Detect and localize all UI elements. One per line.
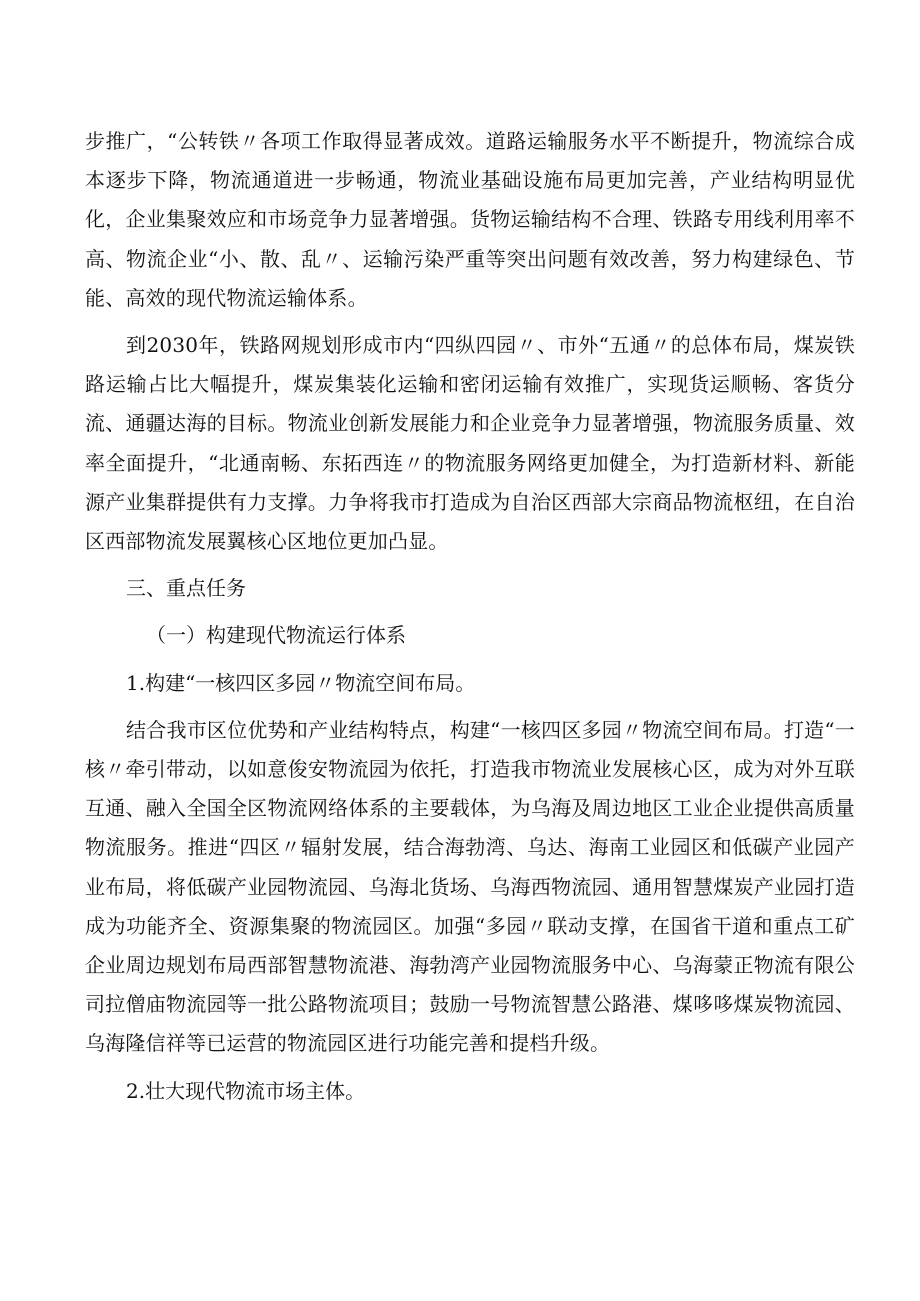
paragraph-gap	[85, 318, 855, 326]
paragraph-gap	[85, 608, 855, 616]
numbered-item-2: 2.壮大现代物流市场主体。	[126, 1078, 366, 1103]
paragraph-gap	[85, 703, 855, 711]
document-body	[85, 122, 855, 1111]
section-heading-key-tasks: 三、重点任务	[126, 576, 246, 601]
numbered-item-1: 1.构建“一核四区多园〃物流空间布局。	[126, 670, 476, 695]
paragraph-gap	[85, 561, 855, 569]
paragraph-gap	[85, 1064, 855, 1072]
paragraph-2030-goals: 到2030年，铁路网规划形成市内“四纵四园〃、市外“五通〃的总体布局，煤炭铁路运输占比大幅提升，煤炭集装化运输和密闭运输有效推广，实现货运顺畅、客货分流、通疆达海的目标。物流业创新发展能力和企业竞争力显著增强，物流服务质量、效率全面提升，“北通南畅、东拓西连〃的物流服务网络更加健全，为打造新材料、新能源产业集群提供有力支撑。力争将我市打造成为自治区西部大宗商品物流枢纽，在自治区西部物流发展翼核心区地位更加凸显。	[85, 333, 855, 554]
paragraph-gap	[85, 656, 855, 664]
paragraph-spatial-layout: 结合我市区位优势和产业结构特点，构建“一核四区多园〃物流空间布局。打造“一核〃牵引带动，以如意俊安物流园为依托，打造我市物流业发展核心区，成为对外互联互通、融入全国全区物流网络体系的主要载体，为乌海及周边地区工业企业提供高质量物流服务。推进“四区〃辐射发展，结合海勃湾、乌达、海南工业园区和低碳产业园产业布局，将低碳产业园物流园、乌海北货场、乌海西物流园、通用智慧煤炭产业园打造成为功能齐全、资源集聚的物流园区。加强“多园〃联动支撑，在国省干道和重点工矿企业周边规划布局西部智慧物流港、海勃湾产业园物流服务中心、乌海蒙正物流有限公司拉僧庙物流园等一批公路物流项目；鼓励一号物流智慧公路港、煤哆哆煤炭物流园、乌海隆信祥等已运营的物流园区进行功能完善和提档升级。	[85, 717, 855, 1056]
subsection-heading-logistics-system: （一）构建现代物流运行体系	[146, 623, 406, 648]
paragraph-continuation: 步推广，“公转铁〃各项工作取得显著成效。道路运输服务水平不断提升，物流综合成本逐步下降，物流通道进一步畅通，物流业基础设施布局更加完善，产业结构明显优化，企业集聚效应和市场竞争力显著增强。货物运输结构不合理、铁路专用线利用率不高、物流企业“小、散、乱〃、运输污染严重等突出问题有效改善，努力构建绿色、节能、高效的现代物流运输体系。	[85, 129, 855, 310]
